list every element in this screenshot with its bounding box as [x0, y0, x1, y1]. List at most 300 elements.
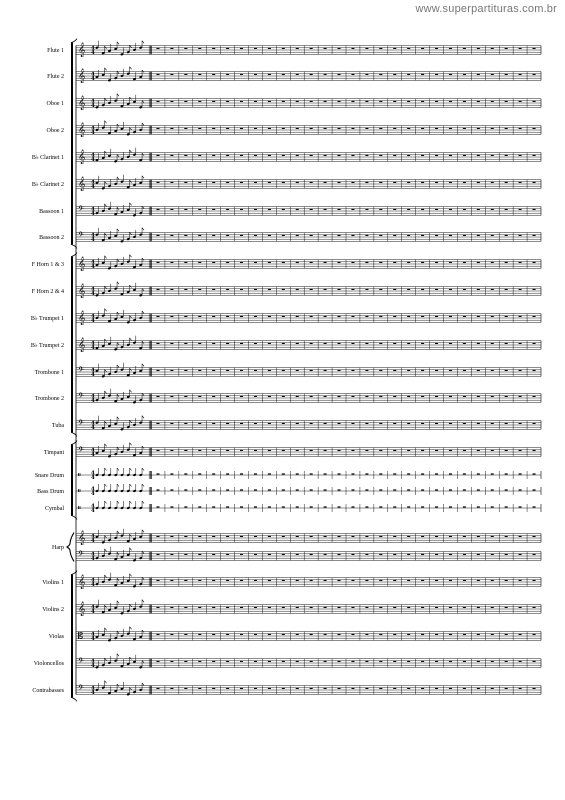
whole-rest — [268, 182, 271, 183]
whole-rest — [477, 489, 480, 490]
whole-rest — [156, 607, 159, 608]
whole-rest — [324, 396, 327, 397]
whole-rest — [310, 262, 313, 263]
whole-rest — [184, 101, 187, 102]
whole-rest — [351, 343, 354, 344]
whole-rest — [310, 235, 313, 236]
whole-rest — [156, 473, 159, 474]
whole-rest — [435, 182, 438, 183]
whole-rest — [477, 688, 480, 689]
whole-rest — [156, 101, 159, 102]
whole-rest — [226, 688, 229, 689]
whole-rest — [435, 607, 438, 608]
whole-rest — [421, 536, 424, 537]
whole-rest — [463, 128, 466, 129]
whole-rest — [212, 554, 215, 555]
whole-rest — [170, 316, 173, 317]
staff — [76, 573, 541, 590]
whole-rest — [240, 634, 243, 635]
whole-rest — [212, 182, 215, 183]
whole-rest — [519, 262, 522, 263]
staff — [76, 121, 541, 138]
whole-rest — [491, 396, 494, 397]
whole-rest — [156, 536, 159, 537]
whole-rest — [254, 554, 257, 555]
whole-rest — [365, 450, 368, 451]
svg-text:4: 4 — [91, 264, 95, 271]
whole-rest — [533, 128, 536, 129]
whole-rest — [365, 634, 368, 635]
treble-clef-icon: 𝄞 — [78, 309, 86, 325]
whole-rest — [170, 235, 173, 236]
whole-rest — [268, 688, 271, 689]
svg-text:4: 4 — [91, 690, 95, 697]
whole-rest — [519, 48, 522, 49]
whole-rest — [338, 580, 341, 581]
whole-rest — [351, 634, 354, 635]
whole-rest — [421, 661, 424, 662]
whole-rest — [533, 688, 536, 689]
whole-rest — [379, 661, 382, 662]
perc-clef-icon: 𝄥 — [78, 470, 81, 480]
whole-rest — [463, 473, 466, 474]
whole-rest — [463, 209, 466, 210]
svg-text:4: 4 — [91, 372, 95, 379]
whole-rest — [449, 128, 452, 129]
time-signature — [91, 659, 95, 669]
whole-rest — [282, 101, 285, 102]
whole-rest — [198, 370, 201, 371]
whole-rest — [407, 235, 410, 236]
whole-rest — [268, 489, 271, 490]
instrument-label: Oboe 1 — [46, 101, 64, 107]
whole-rest — [226, 370, 229, 371]
whole-rest — [296, 607, 299, 608]
perc-clef-icon: 𝄥 — [78, 503, 81, 513]
svg-text:4: 4 — [91, 345, 95, 352]
whole-rest — [324, 423, 327, 424]
whole-rest — [477, 343, 480, 344]
watermark-url[interactable]: www.superpartituras.com.br — [415, 3, 557, 15]
whole-rest — [463, 607, 466, 608]
whole-rest — [533, 607, 536, 608]
svg-text:4: 4 — [91, 475, 95, 482]
whole-rest — [198, 155, 201, 156]
whole-rest — [351, 554, 354, 555]
whole-rest — [212, 235, 215, 236]
whole-rest — [421, 74, 424, 75]
whole-rest — [449, 554, 452, 555]
whole-rest — [421, 370, 424, 371]
whole-rest — [449, 661, 452, 662]
whole-rest — [365, 607, 368, 608]
whole-rest — [282, 74, 285, 75]
whole-rest — [282, 370, 285, 371]
whole-rest — [268, 580, 271, 581]
bass-clef-icon: 𝄢 — [78, 419, 84, 430]
whole-rest — [338, 607, 341, 608]
whole-rest — [421, 634, 424, 635]
whole-rest — [338, 316, 341, 317]
whole-rest — [393, 423, 396, 424]
staff — [76, 416, 541, 431]
whole-rest — [365, 473, 368, 474]
whole-rest — [338, 536, 341, 537]
whole-rest — [435, 289, 438, 290]
whole-rest — [505, 316, 508, 317]
whole-rest — [365, 554, 368, 555]
whole-rest — [435, 209, 438, 210]
whole-rest — [421, 209, 424, 210]
whole-rest — [198, 506, 201, 507]
whole-rest — [240, 316, 243, 317]
whole-rest — [393, 74, 396, 75]
whole-rest — [254, 661, 257, 662]
whole-rest — [491, 262, 494, 263]
whole-rest — [477, 235, 480, 236]
whole-rest — [505, 634, 508, 635]
whole-rest — [184, 506, 187, 507]
svg-text:4: 4 — [91, 291, 95, 298]
whole-rest — [505, 289, 508, 290]
staff — [76, 389, 541, 404]
whole-rest — [156, 688, 159, 689]
time-signature — [91, 605, 95, 615]
instrument-label: B♭ Trumpet 1 — [30, 316, 64, 322]
whole-rest — [435, 155, 438, 156]
whole-rest — [170, 634, 173, 635]
whole-rest — [226, 554, 229, 555]
whole-rest — [365, 536, 368, 537]
bass-clef-icon: 𝄢 — [78, 392, 84, 403]
whole-rest — [184, 489, 187, 490]
whole-rest — [170, 661, 173, 662]
whole-rest — [212, 607, 215, 608]
staff — [76, 484, 541, 497]
whole-rest — [296, 396, 299, 397]
whole-rest — [505, 554, 508, 555]
whole-rest — [407, 580, 410, 581]
whole-rest — [240, 489, 243, 490]
whole-rest — [519, 580, 522, 581]
whole-rest — [449, 473, 452, 474]
whole-rest — [449, 370, 452, 371]
svg-text:4: 4 — [91, 232, 95, 239]
whole-rest — [268, 607, 271, 608]
whole-rest — [351, 423, 354, 424]
svg-text:4: 4 — [91, 71, 95, 78]
whole-rest — [254, 473, 257, 474]
whole-rest — [226, 661, 229, 662]
whole-rest — [212, 316, 215, 317]
whole-rest — [505, 396, 508, 397]
whole-rest — [296, 536, 299, 537]
whole-rest — [365, 506, 368, 507]
instrument-label: Flute 1 — [47, 48, 64, 54]
whole-rest — [226, 182, 229, 183]
staff — [76, 94, 541, 111]
whole-rest — [268, 370, 271, 371]
whole-rest — [533, 396, 536, 397]
whole-rest — [491, 128, 494, 129]
whole-rest — [519, 396, 522, 397]
svg-text:4: 4 — [91, 367, 95, 374]
whole-rest — [435, 262, 438, 263]
whole-rest — [421, 235, 424, 236]
whole-rest — [310, 101, 313, 102]
whole-rest — [393, 580, 396, 581]
whole-rest — [533, 473, 536, 474]
whole-rest — [435, 661, 438, 662]
whole-rest — [184, 607, 187, 608]
whole-rest — [491, 423, 494, 424]
whole-rest — [310, 74, 313, 75]
whole-rest — [477, 74, 480, 75]
staff — [76, 627, 541, 642]
whole-rest — [310, 289, 313, 290]
whole-rest — [338, 101, 341, 102]
whole-rest — [463, 101, 466, 102]
whole-rest — [338, 74, 341, 75]
whole-rest — [184, 473, 187, 474]
whole-rest — [351, 489, 354, 490]
staff — [76, 501, 541, 514]
whole-rest — [491, 370, 494, 371]
instrument-label: Timpani — [43, 450, 64, 456]
time-signature — [91, 260, 95, 270]
whole-rest — [254, 396, 257, 397]
whole-rest — [519, 506, 522, 507]
whole-rest — [324, 634, 327, 635]
whole-rest — [477, 396, 480, 397]
whole-rest — [282, 688, 285, 689]
whole-rest — [519, 316, 522, 317]
time-signature — [91, 207, 95, 217]
whole-rest — [365, 128, 368, 129]
whole-rest — [365, 74, 368, 75]
whole-rest — [365, 343, 368, 344]
whole-rest — [393, 289, 396, 290]
whole-rest — [393, 506, 396, 507]
whole-rest — [491, 182, 494, 183]
whole-rest — [170, 262, 173, 263]
whole-rest — [435, 473, 438, 474]
whole-rest — [351, 536, 354, 537]
whole-rest — [268, 423, 271, 424]
whole-rest — [463, 661, 466, 662]
whole-rest — [351, 262, 354, 263]
whole-rest — [226, 607, 229, 608]
time-signature — [91, 341, 95, 351]
whole-rest — [170, 607, 173, 608]
whole-rest — [296, 634, 299, 635]
whole-rest — [365, 48, 368, 49]
staff — [76, 468, 541, 481]
whole-rest — [254, 289, 257, 290]
whole-rest — [156, 634, 159, 635]
instrument-label: F Horn 2 & 4 — [31, 289, 64, 295]
whole-rest — [268, 506, 271, 507]
whole-rest — [491, 74, 494, 75]
whole-rest — [282, 289, 285, 290]
whole-rest — [463, 450, 466, 451]
whole-rest — [519, 536, 522, 537]
svg-text:4: 4 — [91, 76, 95, 83]
whole-rest — [268, 554, 271, 555]
whole-rest — [449, 74, 452, 75]
whole-rest — [184, 74, 187, 75]
whole-rest — [533, 182, 536, 183]
whole-rest — [519, 235, 522, 236]
whole-rest — [505, 235, 508, 236]
treble-clef-icon: 𝄞 — [78, 175, 86, 191]
whole-rest — [184, 396, 187, 397]
whole-rest — [421, 182, 424, 183]
whole-rest — [324, 289, 327, 290]
whole-rest — [519, 554, 522, 555]
whole-rest — [407, 396, 410, 397]
whole-rest — [296, 423, 299, 424]
svg-text:4: 4 — [91, 491, 95, 498]
whole-rest — [226, 316, 229, 317]
whole-rest — [393, 48, 396, 49]
whole-rest — [365, 396, 368, 397]
instrument-label: Harp — [52, 545, 64, 551]
whole-rest — [170, 450, 173, 451]
whole-rest — [240, 262, 243, 263]
whole-rest — [393, 536, 396, 537]
whole-rest — [407, 450, 410, 451]
svg-text:4: 4 — [91, 609, 95, 616]
whole-rest — [533, 235, 536, 236]
whole-rest — [310, 370, 313, 371]
whole-rest — [198, 634, 201, 635]
whole-rest — [240, 235, 243, 236]
whole-rest — [212, 536, 215, 537]
whole-rest — [533, 48, 536, 49]
whole-rest — [324, 128, 327, 129]
time-signature — [91, 394, 95, 404]
whole-rest — [282, 316, 285, 317]
whole-rest — [519, 74, 522, 75]
whole-rest — [505, 209, 508, 210]
whole-rest — [421, 473, 424, 474]
whole-rest — [170, 370, 173, 371]
svg-text:4: 4 — [91, 604, 95, 611]
whole-rest — [296, 101, 299, 102]
svg-text:4: 4 — [91, 556, 95, 563]
whole-rest — [463, 688, 466, 689]
whole-rest — [351, 580, 354, 581]
svg-text:4: 4 — [91, 340, 95, 347]
whole-rest — [170, 489, 173, 490]
whole-rest — [421, 48, 424, 49]
whole-rest — [268, 661, 271, 662]
whole-rest — [421, 423, 424, 424]
svg-text:4: 4 — [91, 685, 95, 692]
whole-rest — [435, 48, 438, 49]
whole-rest — [156, 661, 159, 662]
whole-rest — [533, 554, 536, 555]
whole-rest — [156, 209, 159, 210]
whole-rest — [449, 688, 452, 689]
whole-rest — [435, 634, 438, 635]
whole-rest — [240, 74, 243, 75]
whole-rest — [519, 423, 522, 424]
whole-rest — [184, 289, 187, 290]
whole-rest — [156, 580, 159, 581]
whole-rest — [338, 396, 341, 397]
whole-rest — [282, 506, 285, 507]
whole-rest — [282, 554, 285, 555]
svg-text:4: 4 — [91, 551, 95, 558]
whole-rest — [533, 634, 536, 635]
whole-rest — [226, 450, 229, 451]
whole-rest — [435, 450, 438, 451]
whole-rest — [198, 554, 201, 555]
whole-rest — [491, 607, 494, 608]
whole-rest — [268, 48, 271, 49]
whole-rest — [393, 128, 396, 129]
whole-rest — [310, 506, 313, 507]
whole-rest — [156, 289, 159, 290]
whole-rest — [254, 634, 257, 635]
whole-rest — [254, 209, 257, 210]
instrument-label: B♭ Clarinet 1 — [31, 155, 64, 161]
whole-rest — [421, 554, 424, 555]
whole-rest — [435, 343, 438, 344]
whole-rest — [170, 343, 173, 344]
whole-rest — [435, 128, 438, 129]
whole-rest — [268, 473, 271, 474]
whole-rest — [324, 101, 327, 102]
whole-rest — [477, 473, 480, 474]
whole-rest — [533, 289, 536, 290]
whole-rest — [407, 74, 410, 75]
whole-rest — [407, 182, 410, 183]
whole-rest — [379, 262, 382, 263]
time-signature — [91, 72, 95, 82]
whole-rest — [170, 289, 173, 290]
whole-rest — [365, 489, 368, 490]
whole-rest — [198, 580, 201, 581]
whole-rest — [226, 48, 229, 49]
svg-text:4: 4 — [91, 470, 95, 477]
whole-rest — [407, 128, 410, 129]
svg-text:4: 4 — [91, 663, 95, 670]
whole-rest — [477, 289, 480, 290]
whole-rest — [254, 235, 257, 236]
whole-rest — [379, 536, 382, 537]
whole-rest — [421, 101, 424, 102]
whole-rest — [254, 343, 257, 344]
whole-rest — [393, 450, 396, 451]
whole-rest — [407, 155, 410, 156]
treble-clef-icon: 𝄞 — [78, 336, 86, 352]
whole-rest — [156, 182, 159, 183]
whole-rest — [533, 343, 536, 344]
whole-rest — [254, 48, 257, 49]
whole-rest — [324, 370, 327, 371]
whole-rest — [184, 634, 187, 635]
svg-text:4: 4 — [91, 447, 95, 454]
whole-rest — [407, 48, 410, 49]
whole-rest — [226, 536, 229, 537]
whole-rest — [282, 661, 285, 662]
whole-rest — [449, 48, 452, 49]
whole-rest — [310, 343, 313, 344]
whole-rest — [184, 554, 187, 555]
